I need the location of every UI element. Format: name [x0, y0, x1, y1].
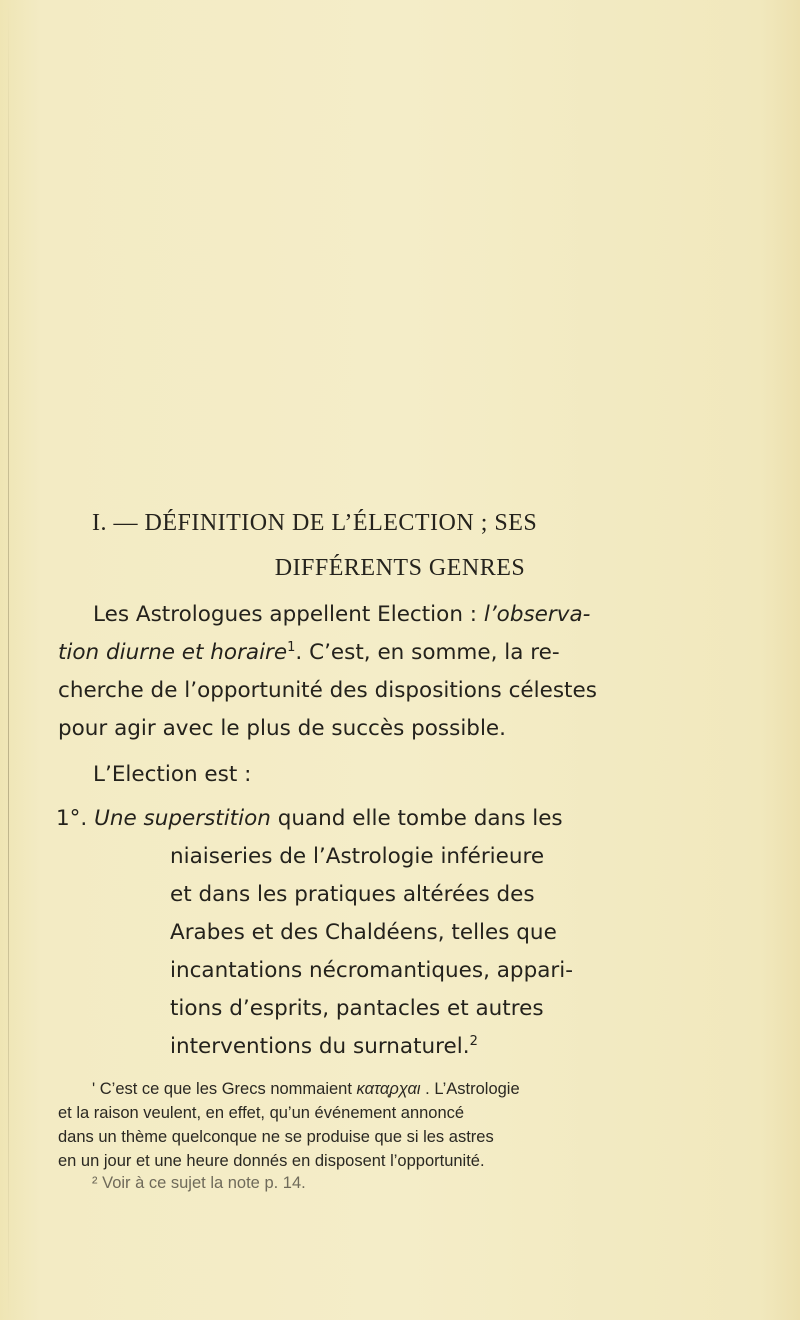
footnote1-line1-end: . L’Astrologie [420, 1080, 520, 1098]
footnote2-text: Voir à ce sujet la note p. 14. [102, 1174, 306, 1192]
footnote1-line1 [92, 1080, 520, 1099]
list-item1-line3: et dans les pratiques altérées des [170, 882, 535, 907]
paragraph1-line2-italic: tion diurne et horaire [58, 640, 288, 665]
list-item1-line6: tions d’esprits, pantacles et autres [170, 996, 544, 1021]
paragraph1-line1 [93, 602, 590, 627]
list-item1-line1-text: quand elle tombe dans les [270, 806, 563, 831]
footnote1-line4: en un jour et une heure donnés en disposent l’opportunité. [58, 1152, 485, 1170]
list-item1-line5: incantations nécromantiques, appari- [170, 958, 573, 983]
paragraph1-line2 [58, 640, 560, 665]
paragraph1-line1-italic: l’observa- [483, 602, 591, 627]
paragraph1-line3: cherche de l’opportunité des dispositions célestes [58, 678, 597, 703]
list-item1-italic: Une superstition [94, 806, 271, 831]
footnote1-greek-word: κατα̨ρχαι [356, 1080, 421, 1098]
footnote1-line1-text: C’est ce que les Grecs nommaient [99, 1080, 357, 1098]
paragraph2: L’Election est : [93, 762, 252, 787]
list-item1-line7 [170, 1034, 478, 1059]
list-item1-line1 [56, 806, 563, 831]
chapter-heading-line2: DIFFÉRENTS GENRES [274, 555, 526, 581]
page-edge-shadow [8, 0, 9, 1320]
paragraph1-line2-text: . C’est, en somme, la re- [295, 640, 560, 665]
footnote1-line2: et la raison veulent, en effet, qu’un événement annoncé [58, 1104, 465, 1122]
footnote-ref-2: 2 [469, 1033, 478, 1049]
footnote2 [92, 1174, 306, 1193]
list-item1-line2: niaiseries de l’Astrologie inférieure [170, 844, 545, 869]
footnote-ref-1: 1 [287, 639, 296, 655]
paragraph1-line4: pour agir avec le plus de succès possible. [58, 716, 506, 741]
footnote1-line3: dans un thème quelconque ne se produise que si les astres [58, 1128, 494, 1146]
paragraph1-line1-text: Les Astrologues appellent Election : [93, 602, 484, 627]
footnote1-marker: ' [92, 1080, 96, 1098]
list-item1-line7-text: interventions du surnaturel. [170, 1034, 470, 1059]
list-item1-line4: Arabes et des Chaldéens, telles que [170, 920, 557, 945]
chapter-heading-line1: I. — DÉFINITION DE L’ÉLECTION ; SES [92, 510, 538, 536]
list-item1-number: 1°. [56, 806, 88, 831]
footnote2-marker: ² [92, 1174, 98, 1192]
